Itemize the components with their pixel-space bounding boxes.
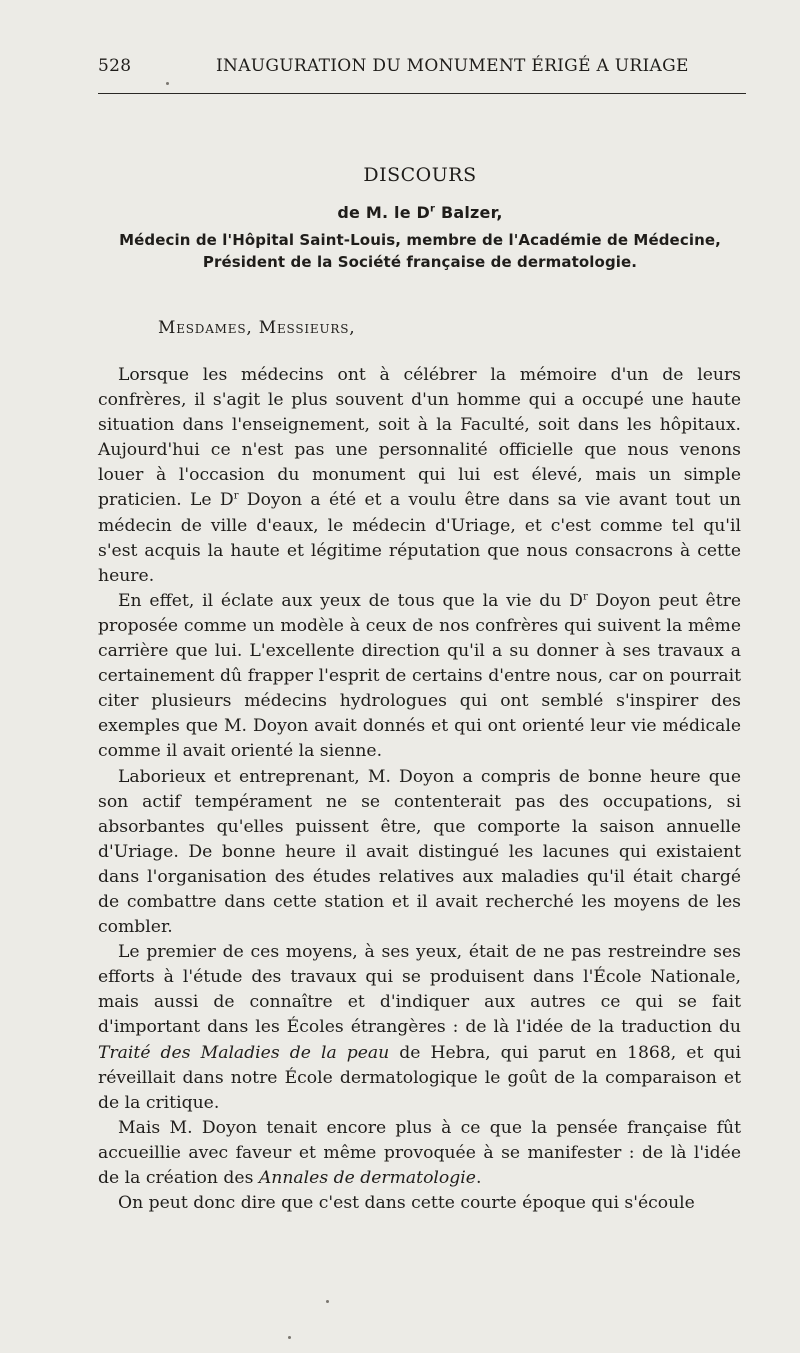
paragraph-text: Lorsque les médecins ont à célébrer la mémoire d'un de leurs confrères, il s'agit le plus souvent d'un homme qui a occupé une haute situation dans l'enseignement, soit à la Faculté, soit dans les hôpitaux. Aujourd'hui ce n'est pas une personnalité officielle que nous venons louer à l'occasion du monument qui lui est élevé, mais un simple praticien. Le D [98, 365, 741, 511]
paragraph-sup: r [582, 591, 588, 603]
paragraph-text: . [475, 1168, 482, 1188]
speech-body [98, 363, 741, 1216]
paragraph [98, 940, 741, 1116]
salutation: Mesdames, Messieurs, [158, 318, 356, 338]
paragraph-text: Le premier de ces moyens, à ses yeux, était de ne pas restreindre ses efforts à l'étude des travaux qui se produisent dans l'École Nationale, mais aussi de connaître et d'indiquer aux autres ce qui se fait d'important dans les Écoles étrangères : de là l'idée de la traduction du [98, 942, 741, 1038]
paragraph-sup: r [233, 490, 239, 502]
affiliation-line: Médecin de l'Hôpital Saint-Louis, membre de l'Académie de Médecine, [119, 231, 721, 249]
paragraph [98, 1116, 741, 1191]
affiliation-line: Président de la Société française de dermatologie. [202, 253, 638, 271]
paragraph [98, 589, 741, 765]
speaker-byline [0, 203, 800, 222]
paragraph [98, 1191, 741, 1216]
byline-sup: r [430, 203, 436, 215]
running-head [98, 56, 746, 80]
paragraph [98, 765, 741, 941]
section-title: DISCOURS [363, 164, 477, 186]
journal-title-italic: Annales de dermatologie [258, 1168, 476, 1188]
header-rule [98, 93, 746, 94]
byline-prefix: de M. le D [337, 203, 431, 222]
paragraph-text: En effet, il éclate aux yeux de tous que la vie du D [118, 590, 583, 611]
paper-speck [326, 1300, 329, 1303]
paragraph-text: On peut donc dire que c'est dans cette courte époque qui s'écoule [118, 1193, 695, 1214]
page-number: 528 [98, 56, 132, 76]
paragraph-text: Mais M. Doyon tenait encore plus à ce que la pensée française fût accueillie avec faveur et même provoquée à se manifester : de là l'idée de la création des [98, 1117, 741, 1188]
paper-speck [166, 82, 169, 85]
running-title: INAUGURATION DU MONUMENT ÉRIGÉ A URIAGE [216, 56, 689, 76]
paragraph-text: Laborieux et entreprenant, M. Doyon a compris de bonne heure que son actif tempérament ne se contenterait pas des occupations, si absorbantes qu'elles puissent être, que comporte la saison annuelle d'Uriage. De bonne heure il avait distingué les lacunes qui existaient dans l'organisation des études relatives aux maladies qu'il était chargé de combattre dans cette station et il avait recherché les moyens de les combler. [98, 766, 741, 938]
paper-speck [288, 1336, 291, 1339]
book-title-italic: Traité des Maladies de la peau [98, 1042, 390, 1063]
paragraph-text: Doyon a été et a voulu être dans sa vie avant tout un médecin de ville d'eaux, le médecin d'Uriage, et c'est comme tel qu'il s'est acquis la haute et légitime réputation que nous consacrons à cette heure. [98, 490, 741, 586]
paragraph-text: de Hebra, qui parut en 1868, et qui réveillait dans notre École dermatologique le goût de la comparaison et de la critique. [98, 1042, 741, 1113]
byline-name: Balzer, [435, 203, 503, 222]
paragraph-text: Doyon peut être proposée comme un modèle à ceux de nos confrères qui suivent la même carrière que lui. L'excellente direction qu'il a su donner à ses travaux a certainement dû frapper l'esprit de certains d'entre nous, car on pourrait citer plusieurs médecins hydrologues qui ont semblé s'inspirer des exemples que M. Doyon avait donnés et qui ont orienté leur vie médicale comme il avait orienté la sienne. [98, 590, 742, 762]
paragraph [98, 363, 741, 589]
